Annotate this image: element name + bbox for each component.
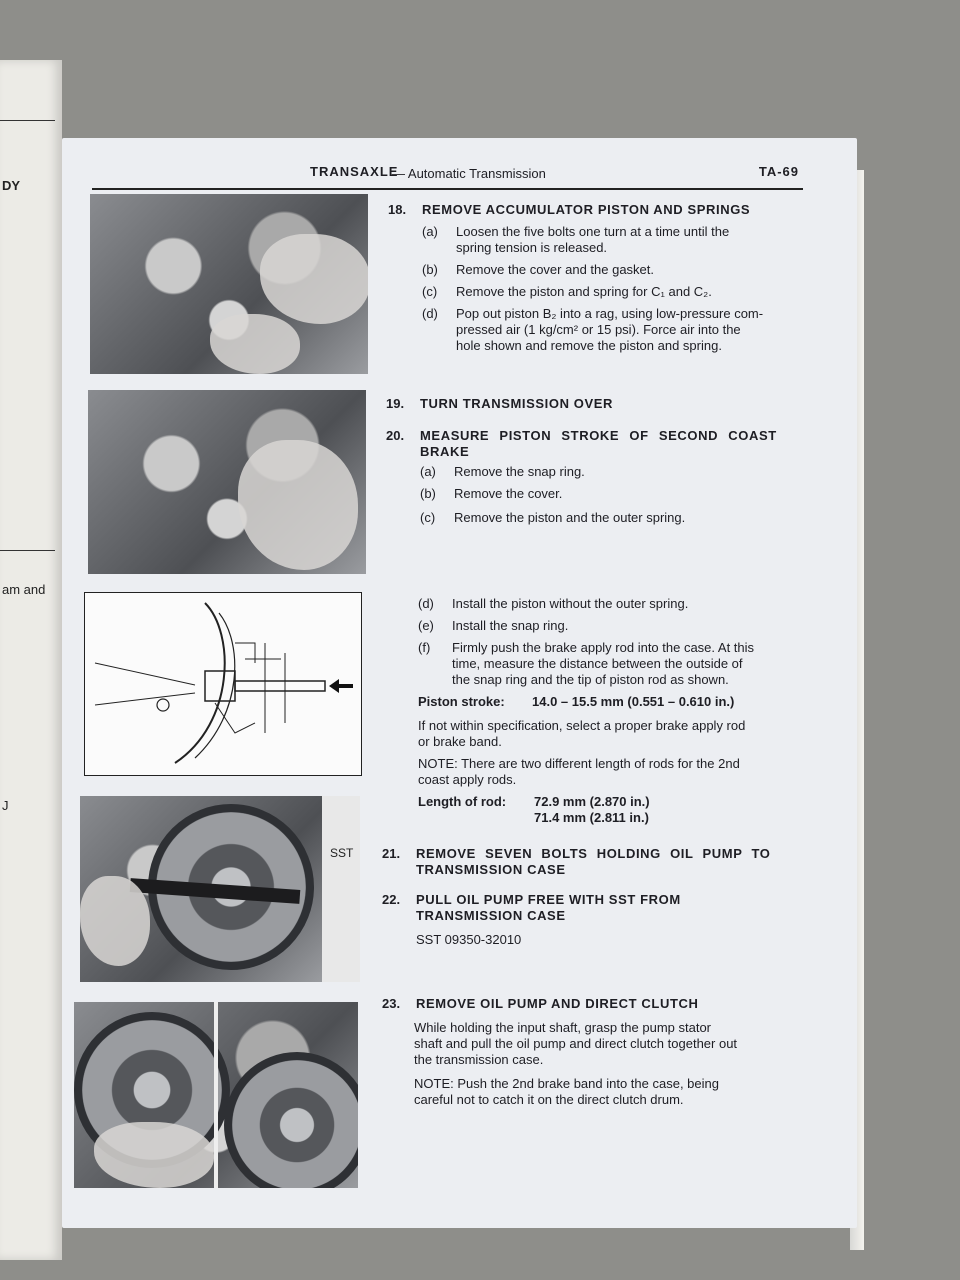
step-23-body: shaft and pull the oil pump and direct clutch together out	[414, 1036, 738, 1051]
rod-length-label: Length of rod:	[418, 794, 507, 809]
step-23-body: While holding the input shaft, grasp the pump stator	[414, 1020, 712, 1035]
substep-20b	[420, 486, 800, 504]
substep-text: pressed air (1 kg/cm² or 15 psi). Force air into the	[456, 322, 741, 337]
sst-callout: SST	[330, 846, 354, 860]
photo-accumulator-piston	[90, 194, 368, 374]
substep-letter: (f)	[418, 640, 431, 655]
step-23-note: NOTE: Push the 2nd brake band into the case, being	[414, 1076, 719, 1091]
header-title: TRANSAXLE	[310, 164, 399, 179]
left-page-fragment: DY	[2, 178, 21, 193]
left-page-rule	[0, 550, 55, 551]
step-23	[382, 996, 802, 1014]
step-heading: TURN TRANSMISSION OVER	[420, 396, 614, 411]
piston-stroke-label: Piston stroke:	[418, 694, 505, 709]
substep-text: Remove the piston and the outer spring.	[454, 510, 686, 525]
step-21	[382, 846, 802, 880]
step-20	[386, 428, 806, 462]
step-heading: REMOVE OIL PUMP AND DIRECT CLUTCH	[416, 996, 699, 1011]
substep-text: the snap ring and the tip of piston rod as shown.	[452, 672, 729, 687]
left-facing-page	[0, 60, 62, 1260]
spec-note-line: or brake band.	[418, 734, 502, 749]
substep-letter: (b)	[422, 262, 438, 277]
left-page-fragment: am and	[2, 582, 46, 597]
spec-note-line: If not within specification, select a proper brake apply rod	[418, 718, 746, 733]
step-number: 19.	[386, 396, 405, 411]
substep-18d	[422, 306, 802, 356]
substep-letter: (d)	[422, 306, 438, 321]
substep-text: time, measure the distance between the outside of	[452, 656, 743, 671]
step-heading: BRAKE	[420, 444, 470, 459]
substep-20a	[420, 464, 800, 482]
piston-stroke-value: 14.0 – 15.5 mm (0.551 – 0.610 in.)	[532, 694, 735, 709]
substep-text: Remove the cover.	[454, 486, 563, 501]
substep-18a	[422, 224, 802, 256]
step-heading: REMOVE ACCUMULATOR PISTON AND SPRINGS	[422, 202, 751, 217]
step-number: 23.	[382, 996, 401, 1011]
step-number: 18.	[388, 202, 407, 217]
photo-divider	[214, 1002, 218, 1188]
substep-text: Loosen the five bolts one turn at a time until the	[456, 224, 730, 239]
substep-20c	[420, 510, 800, 528]
step-heading: TRANSMISSION CASE	[416, 862, 566, 877]
step-23-body: the transmission case.	[414, 1052, 544, 1067]
header-rule	[92, 188, 803, 190]
substep-letter: (d)	[418, 596, 434, 611]
step-number: 21.	[382, 846, 401, 861]
diagram-piston-stroke	[84, 592, 362, 776]
rod-length-value: 71.4 mm (2.811 in.)	[534, 810, 649, 825]
substep-text: Remove the cover and the gasket.	[456, 262, 655, 277]
photo-margin	[322, 796, 360, 982]
step-18	[388, 202, 808, 220]
rod-length-value: 72.9 mm (2.870 in.)	[534, 794, 650, 809]
rod-note-line: NOTE: There are two different length of rods for the 2nd	[418, 756, 740, 771]
substep-text: spring tension is released.	[456, 240, 608, 255]
substep-letter: (b)	[420, 486, 436, 501]
photo-oil-pump-sst	[80, 796, 322, 982]
substep-20d	[418, 596, 802, 614]
sst-number: SST 09350-32010	[416, 932, 522, 947]
substep-letter: (e)	[418, 618, 434, 633]
step-heading: TRANSMISSION CASE	[416, 908, 566, 923]
left-page-rule	[0, 120, 55, 121]
header-subtitle: — Automatic Transmission	[392, 166, 546, 181]
step-22	[382, 892, 802, 926]
rod-note-line: coast apply rods.	[418, 772, 517, 787]
left-page-fragment: J	[2, 798, 9, 813]
photo-second-coast-brake	[88, 390, 366, 574]
piston-stroke-drawing	[85, 593, 361, 775]
page-header	[92, 164, 803, 184]
step-number: 22.	[382, 892, 401, 907]
photo-pump-direct-clutch	[74, 1002, 358, 1188]
substep-text: Pop out piston B₂ into a rag, using low-pressure com-	[456, 306, 764, 321]
step-heading: REMOVE SEVEN BOLTS HOLDING OIL PUMP TO	[416, 846, 771, 861]
page-number: TA-69	[758, 164, 799, 179]
substep-text: Firmly push the brake apply rod into the case. At this	[452, 640, 755, 655]
substep-text: Install the piston without the outer spring.	[452, 596, 689, 611]
step-23-note: careful not to catch it on the direct clutch drum.	[414, 1092, 684, 1107]
substep-letter: (c)	[420, 510, 436, 525]
substep-20f	[418, 640, 808, 690]
substep-text: Install the snap ring.	[452, 618, 569, 633]
substep-letter: (a)	[422, 224, 438, 239]
substep-18c	[422, 284, 802, 302]
substep-20e	[418, 618, 802, 636]
substep-18b	[422, 262, 802, 280]
step-19	[386, 396, 806, 414]
step-heading: PULL OIL PUMP FREE WITH SST FROM	[416, 892, 681, 907]
step-number: 20.	[386, 428, 405, 443]
substep-letter: (c)	[422, 284, 438, 299]
step-heading: MEASURE PISTON STROKE OF SECOND COAST	[420, 428, 777, 443]
substep-text: Remove the snap ring.	[454, 464, 585, 479]
substep-text: hole shown and remove the piston and spring.	[456, 338, 722, 353]
substep-text: Remove the piston and spring for C₁ and C₂.	[456, 284, 712, 299]
manual-page	[62, 138, 857, 1228]
substep-letter: (a)	[420, 464, 436, 479]
